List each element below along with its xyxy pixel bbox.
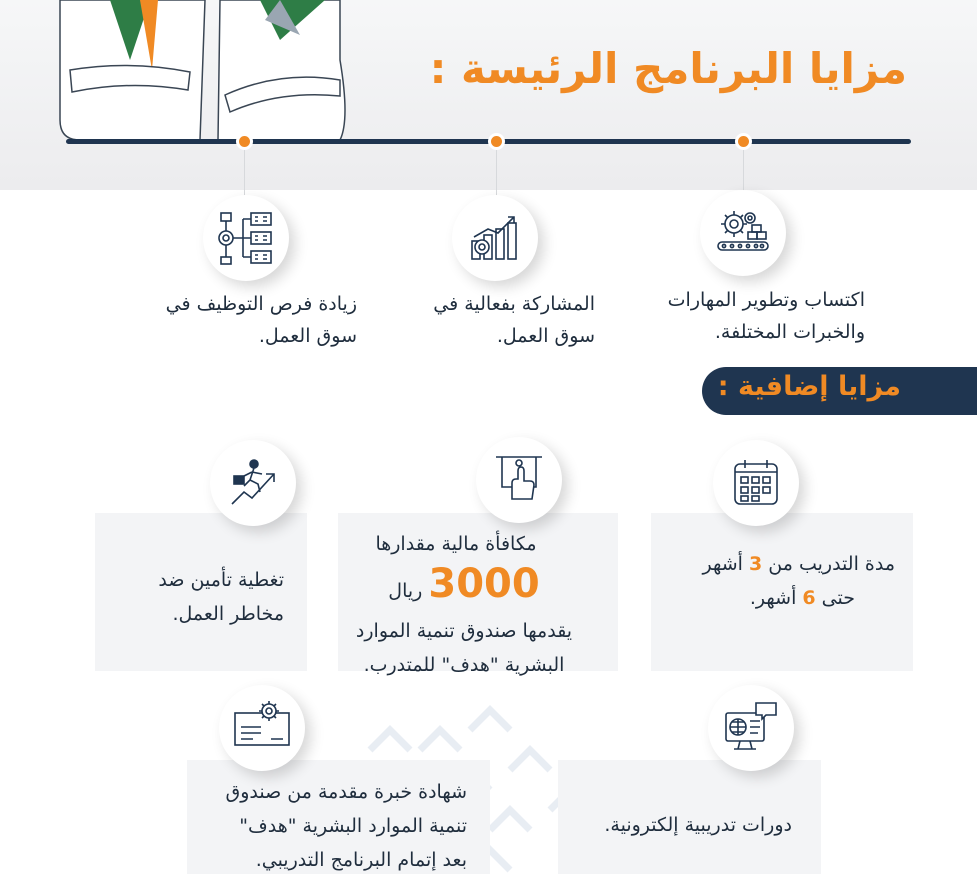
certificate-icon xyxy=(231,697,293,759)
page-title: مزايا البرنامج الرئيسة : xyxy=(429,44,907,93)
growth-chart-icon xyxy=(464,207,526,269)
workflow-icon xyxy=(215,207,277,269)
insurance-badge xyxy=(210,440,296,526)
feature-employment-badge xyxy=(203,195,289,281)
feature-employment-text: زيادة فرص التوظيف في سوق العمل. xyxy=(165,293,357,347)
online-badge xyxy=(708,685,794,771)
online-text: دورات تدريبية إلكترونية. xyxy=(604,814,792,836)
reward-badge xyxy=(476,437,562,523)
timeline-dot xyxy=(735,133,752,150)
timeline-stem xyxy=(743,150,744,195)
reward-text: مكافأة مالية مقدارها 3000 ريال يقدمها صندوق تنمية الموارد البشرية "هدف" للمتدرب. xyxy=(355,533,573,676)
duration-text: مدة التدريب من 3 أشهر حتى 6 أشهر. xyxy=(702,553,895,609)
feature-participation-badge xyxy=(452,195,538,281)
people-illustration xyxy=(40,0,370,140)
feature-skills-text: اكتساب وتطوير المهارات والخبرات المختلفة. xyxy=(667,289,865,343)
certificate-badge xyxy=(219,685,305,771)
duration-max: 6 xyxy=(802,587,816,609)
reward-amount: 3000 xyxy=(428,561,540,607)
calendar-icon xyxy=(725,452,787,514)
timeline-dot xyxy=(236,133,253,150)
certificate-text: شهادة خبرة مقدمة من صندوق تنمية الموارد البشرية "هدف" بعد إتمام البرنامج التدريبي. xyxy=(225,781,467,871)
additional-title: مزايا إضافية : xyxy=(717,371,901,402)
money-hand-icon xyxy=(488,449,550,511)
feature-skills-badge xyxy=(700,190,786,276)
insurance-text: تغطية تأمين ضد مخاطر العمل. xyxy=(158,569,284,625)
timeline-stem xyxy=(496,150,497,195)
feature-participation-text: المشاركة بفعالية في سوق العمل. xyxy=(433,293,595,347)
climbing-arrow-icon xyxy=(222,452,284,514)
timeline-stem xyxy=(244,150,245,195)
online-course-icon xyxy=(720,697,782,759)
timeline-dot xyxy=(488,133,505,150)
duration-min: 3 xyxy=(749,553,763,575)
gears-conveyor-icon xyxy=(712,202,774,264)
duration-badge xyxy=(713,440,799,526)
